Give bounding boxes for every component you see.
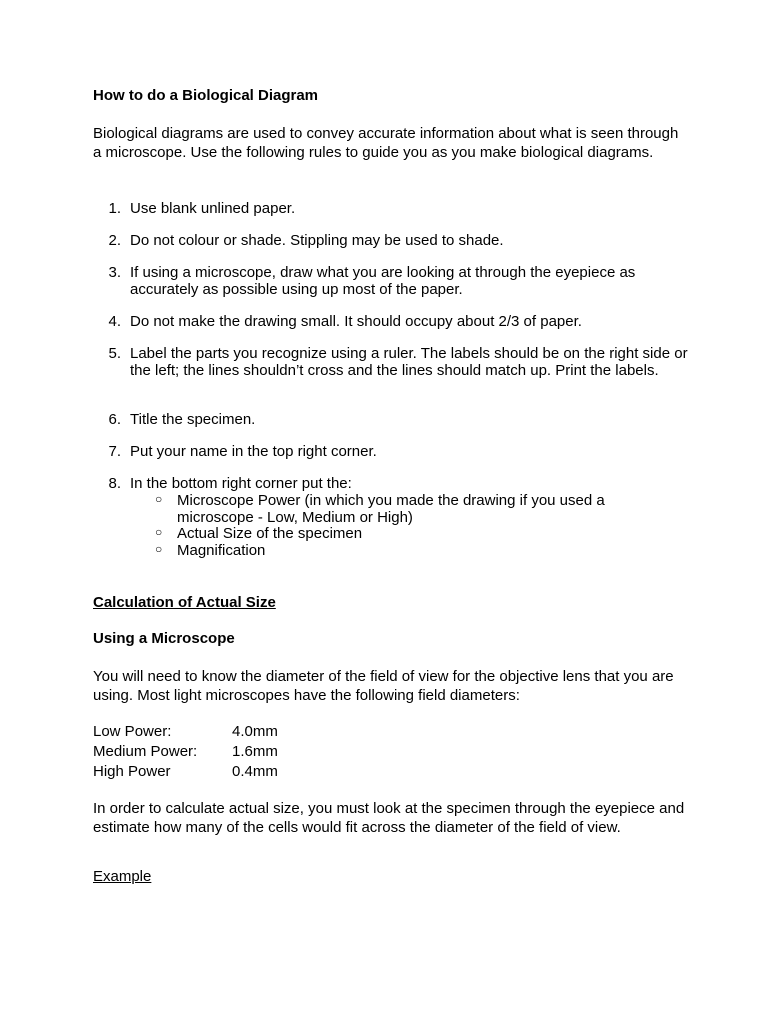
diameter-value: 0.4mm — [232, 763, 278, 780]
circle-bullet-icon: ○ — [155, 542, 163, 556]
rule-number: 7. — [108, 443, 121, 460]
rule-number: 8. — [108, 475, 121, 492]
sub-item-text: Actual Size of the specimen — [177, 525, 363, 542]
document-title: How to do a Biological Diagram — [93, 87, 319, 104]
section-heading: Calculation of Actual Size — [93, 594, 276, 611]
power-label: Low Power: — [93, 723, 172, 740]
rule-text: Use blank unlined paper. — [130, 200, 296, 217]
rule-number: 4. — [108, 313, 121, 330]
sub-item-text: Microscope Power (in which you made the drawing if you used a microscope - Low, Medium or High) — [177, 492, 605, 526]
example-label: Example — [93, 868, 152, 885]
diameter-value: 1.6mm — [232, 743, 278, 760]
sub-heading: Using a Microscope — [93, 630, 235, 647]
rule-text: Label the parts you recognize using a ruler. The labels should be on the right side or the left; the lines shouldn’t cross and the lines should match up. Print the labels. — [130, 345, 688, 379]
rule-text: In the bottom right corner put the: — [130, 475, 352, 492]
power-label: High Power — [93, 763, 171, 780]
rule-text: Put your name in the top right corner. — [130, 443, 377, 460]
calculation-paragraph: In order to calculate actual size, you must look at the specimen through the eyepiece and estimate how many of the cells would fit across the diameter of the field of view. — [93, 800, 685, 836]
rule-number: 5. — [108, 345, 121, 362]
diameter-value: 4.0mm — [232, 723, 278, 740]
rule-text: If using a microscope, draw what you are looking at through the eyepiece as accurately as possible using up most of the paper. — [130, 264, 636, 298]
rule-number: 1. — [108, 200, 121, 217]
circle-bullet-icon: ○ — [155, 525, 163, 539]
sub-item-text: Magnification — [177, 542, 266, 559]
intro-paragraph: Biological diagrams are used to convey accurate information about what is seen through a microscope. Use the following rules to guide you as you make biological diagrams. — [93, 125, 679, 161]
power-label: Medium Power: — [93, 743, 198, 760]
circle-bullet-icon: ○ — [155, 492, 163, 506]
rule-text: Do not make the drawing small. It should occupy about 2/3 of paper. — [130, 313, 582, 330]
field-intro-paragraph: You will need to know the diameter of the field of view for the objective lens that you are using. Most light microscopes have the following field diameters: — [93, 668, 674, 704]
rule-number: 2. — [108, 232, 121, 249]
rule-text: Do not colour or shade. Stippling may be used to shade. — [130, 232, 504, 249]
rule-number: 6. — [108, 411, 121, 428]
rule-text: Title the specimen. — [130, 411, 256, 428]
rule-number: 3. — [108, 264, 121, 281]
